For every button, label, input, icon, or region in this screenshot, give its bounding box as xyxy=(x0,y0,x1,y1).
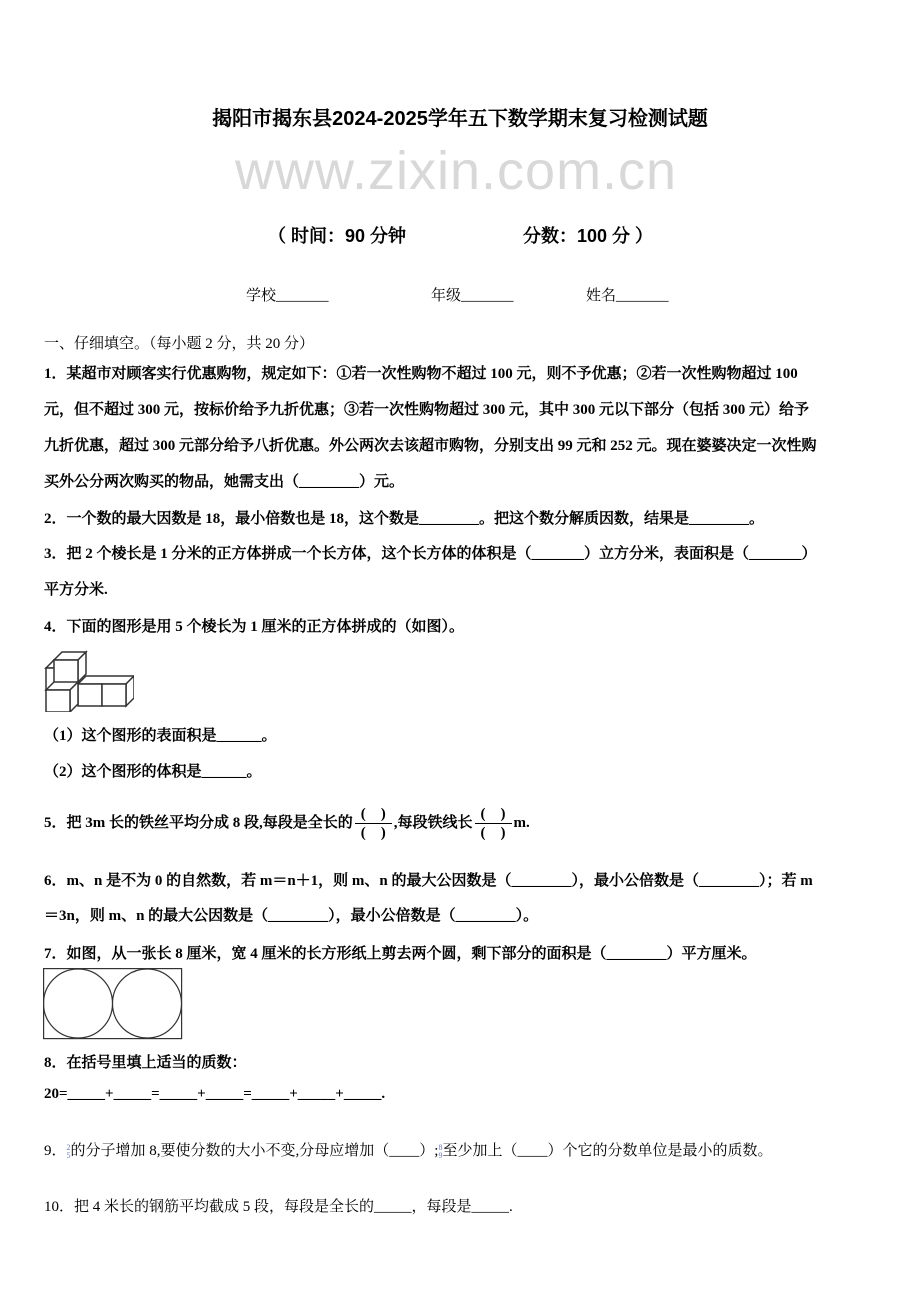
q5 xyxy=(44,801,530,845)
q5-text-c: m. xyxy=(513,815,530,831)
q5-text-b: ,每段铁线长 xyxy=(393,815,473,831)
watermark: www.zixin.com.cn xyxy=(235,141,678,201)
q1-line3: 九折优惠，超过 300 元部分给予八折优惠。外公两次去该超市购物，分别支出 99 元和 252 元。现在婆婆决定一次性购 xyxy=(44,438,817,454)
q4: 4．下面的图形是用 5 个棱长为 1 厘米的正方体拼成的（如图）。 xyxy=(44,619,465,635)
q8-equation: 20=_____+_____=_____+_____=_____+_____+_____. xyxy=(44,1086,386,1102)
q1-line4: 买外公分两次购买的物品，她需支出（________）元。 xyxy=(44,474,405,490)
q8: 8．在括号里填上适当的质数： xyxy=(44,1055,247,1071)
q4-part2: （2）这个图形的体积是______。 xyxy=(44,764,262,780)
numerator: 8 xyxy=(438,1142,443,1152)
q6-line1: 6．m、n 是不为 0 的自然数，若 m＝n＋1，则 m、n 的最大公因数是（________），最小公倍数是（________）；若 m xyxy=(44,873,813,889)
rectangle-circles-figure xyxy=(43,968,183,1040)
q4-part1: （1）这个图形的表面积是______。 xyxy=(44,728,277,744)
name-field: 姓名_______ xyxy=(586,288,669,304)
exam-score: 分数：100 分 ） xyxy=(523,226,654,246)
denominator-blank: ( ) xyxy=(480,825,506,842)
q1-line1: 1．某超市对顾客实行优惠购物，规定如下：①若一次性购物不超过 100 元，则不予优惠；②若一次性购物超过 100 xyxy=(44,366,798,382)
fraction-blank xyxy=(475,805,512,842)
numerator: 2 xyxy=(66,1142,71,1152)
q9-text-b: 至少加上（____）个它的分数单位是最小的质数。 xyxy=(442,1143,773,1159)
page-title: 揭阳市揭东县2024-2025学年五下数学期末复习检测试题 xyxy=(212,108,708,130)
denominator: 9 xyxy=(438,1150,443,1160)
school-field: 学校_______ xyxy=(246,288,329,304)
q3-line1: 3．把 2 个棱长是 1 分米的正方体拼成一个长方体，这个长方体的体积是（_______）立方分米，表面积是（_______） xyxy=(44,546,817,562)
section-heading: 一、仔细填空。（每小题 2 分，共 20 分） xyxy=(44,336,315,352)
q3-line2: 平方分米. xyxy=(44,582,108,598)
numerator-blank: ( ) xyxy=(475,805,512,824)
q6-line2: ＝3n，则 m、n 的最大公因数是（________），最小公倍数是（________）。 xyxy=(44,908,539,924)
q10: 10．把 4 米长的钢筋平均截成 5 段，每段是全长的_____，每段是_____. xyxy=(44,1199,513,1215)
q9-text-a: 的分子增加 8,要使分数的大小不变,分母应增加（____）; xyxy=(70,1143,439,1159)
q2: 2．一个数的最大因数是 18，最小倍数也是 18，这个数是________。把这个数分解质因数，结果是________。 xyxy=(44,511,765,527)
denominator: 5 xyxy=(66,1150,71,1160)
cube-figure xyxy=(44,646,134,712)
q7: 7．如图，从一张长 8 厘米，宽 4 厘米的长方形纸上剪去两个圆，剩下部分的面积是（________）平方厘米。 xyxy=(44,946,757,962)
q9 xyxy=(44,1139,772,1160)
denominator-blank: ( ) xyxy=(360,825,386,842)
q5-text-a: 5．把 3m 长的铁丝平均分成 8 段,每段是全长的 xyxy=(44,815,353,831)
q1-line2: 元，但不超过 300 元，按标价给予九折优惠；③若一次性购物超过 300 元，其中 300 元以下部分（包括 300 元）给予 xyxy=(44,402,810,418)
q9-number: 9． xyxy=(44,1143,67,1159)
exam-time: （ 时间：90 分钟 xyxy=(268,226,407,246)
fraction-blank xyxy=(355,805,392,842)
numerator-blank: ( ) xyxy=(355,805,392,824)
grade-field: 年级_______ xyxy=(431,288,514,304)
